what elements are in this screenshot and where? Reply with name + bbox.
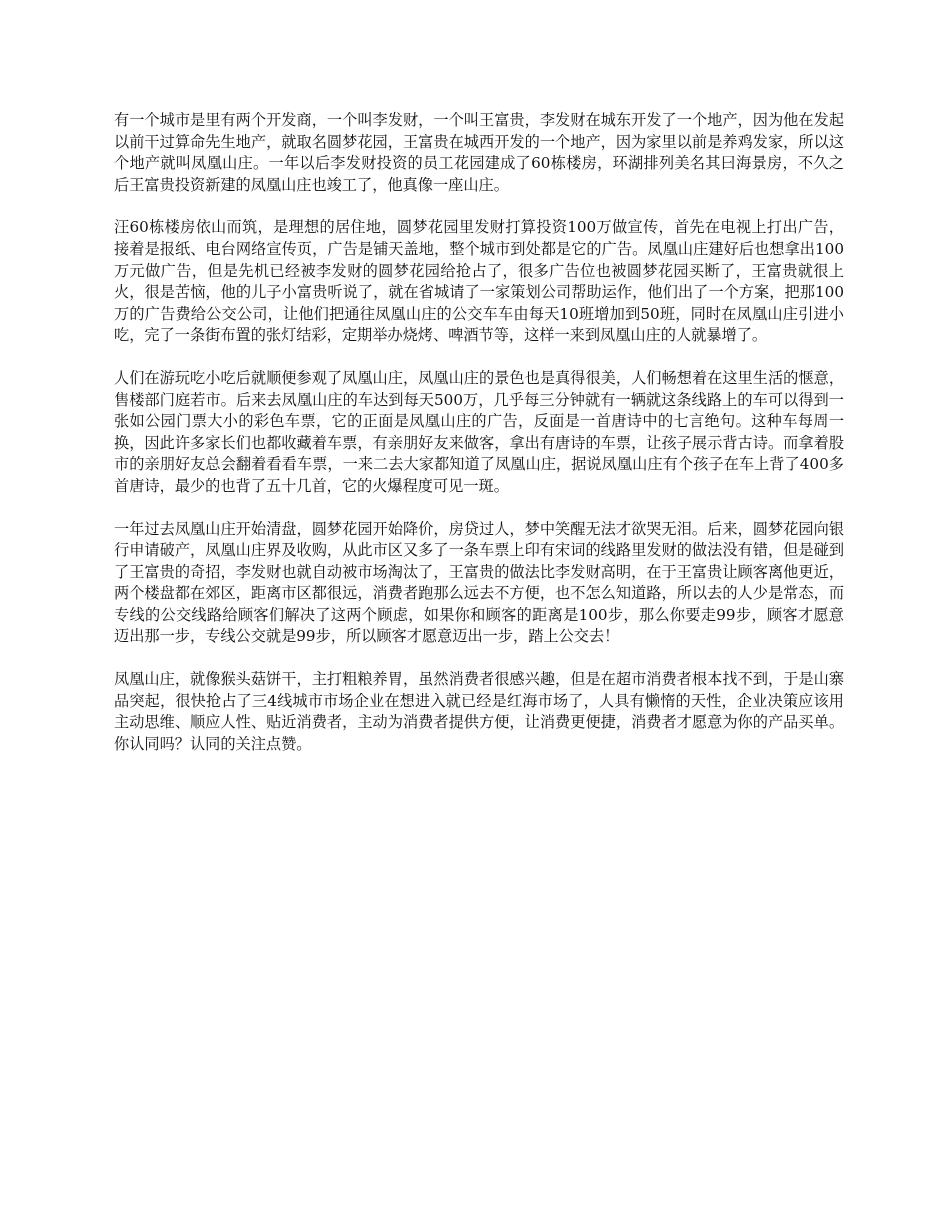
- paragraph-1: 有一个城市是里有两个开发商，一个叫李发财，一个叫王富贵，李发财在城东开发了一个地产，因为他在发起以前干过算命先生地产，就取名圆梦花园，王富贵在城西开发的一个地产，因为家里以前是养鸡发家，所以这个地产就叫凤凰山庄。一年以后李发财投资的员工花园建成了60栋楼房，环湖排列美名其曰海景房，不久之后王富贵投资新建的凤凰山庄也竣工了，他真像一座山庄。: [114, 111, 844, 194]
- document-body: [114, 110, 844, 776]
- paragraph-3: 人们在游玩吃小吃后就顺便参观了凤凰山庄，凤凰山庄的景色也是真得很美，人们畅想着在这里生活的惬意，售楼部门庭若市。后来去凤凰山庄的车达到每天500万，几乎每三分钟就有一辆就这条线路上的车可以得到一张如公园门票大小的彩色车票，它的正面是凤凰山庄的广告，反面是一首唐诗中的七言绝句。这种车每周一换，因此许多家长们也都收藏着车票，有亲朋好友来做客，拿出有唐诗的车票，让孩子展示背古诗。而拿着股市的亲朋好友总会翻着看看车票，一来二去大家都知道了凤凰山庄，据说凤凰山庄有个孩子在车上背了400多首唐诗，最少的也背了五十几首，它的火爆程度可见一斑。: [114, 368, 844, 495]
- paragraph-2: 汪60栋楼房依山而筑，是理想的居住地，圆梦花园里发财打算投资100万做宣传，首先在电视上打出广告，接着是报纸、电台网络宣传页，广告是铺天盖地，整个城市到处都是它的广告。凤凰山庄建好后也想拿出100万元做广告，但是先机已经被李发财的圆梦花园给抢占了，很多广告位也被圆梦花园买断了，王富贵就很上火，很是苦恼，他的儿子小富贵听说了，就在省城请了一家策划公司帮助运作，他们出了一个方案，把那100万的广告费给公交公司，让他们把通往凤凰山庄的公交车车由每天10班增加到50班，同时在凤凰山庄引进小吃，完了一条街布置的张灯结彩，定期举办烧烤、啤酒节等，这样一来到凤凰山庄的人就暴增了。: [114, 218, 844, 345]
- paragraph-4: 一年过去凤凰山庄开始清盘，圆梦花园开始降价，房贷过人，梦中笑醒无法才欲哭无泪。后来，圆梦花园向银行申请破产，凤凰山庄界及收购，从此市区又多了一条车票上印有宋词的线路里发财的做法没有错，但是碰到了王富贵的奇招，李发财也就自动被市场淘汰了，王富贵的做法比李发财高明，在于王富贵让顾客离他更近，两个楼盘都在郊区，距离市区都很远，消费者跑那么远去不方便，也不怎么知道路，所以去的人少是常态，而专线的公交线路给顾客们解决了这两个顾虑，如果你和顾客的距离是100步，那么你要走99步，顾客才愿意迈出那一步，专线公交就是99步，所以顾客才愿意迈出一步，踏上公交去！: [114, 519, 844, 646]
- paragraph-5: 凤凰山庄，就像猴头菇饼干，主打粗粮养胃，虽然消费者很感兴趣，但是在超市消费者根本找不到，于是山寨品突起，很快抢占了三4线城市市场企业在想进入就已经是红海市场了，人具有懒惰的天性，企业决策应该用主动思维、顺应人性、贴近消费者，主动为消费者提供方便，让消费更便捷，消费者才愿意为你的产品买单。你认同吗？认同的关注点赞。: [114, 670, 844, 753]
